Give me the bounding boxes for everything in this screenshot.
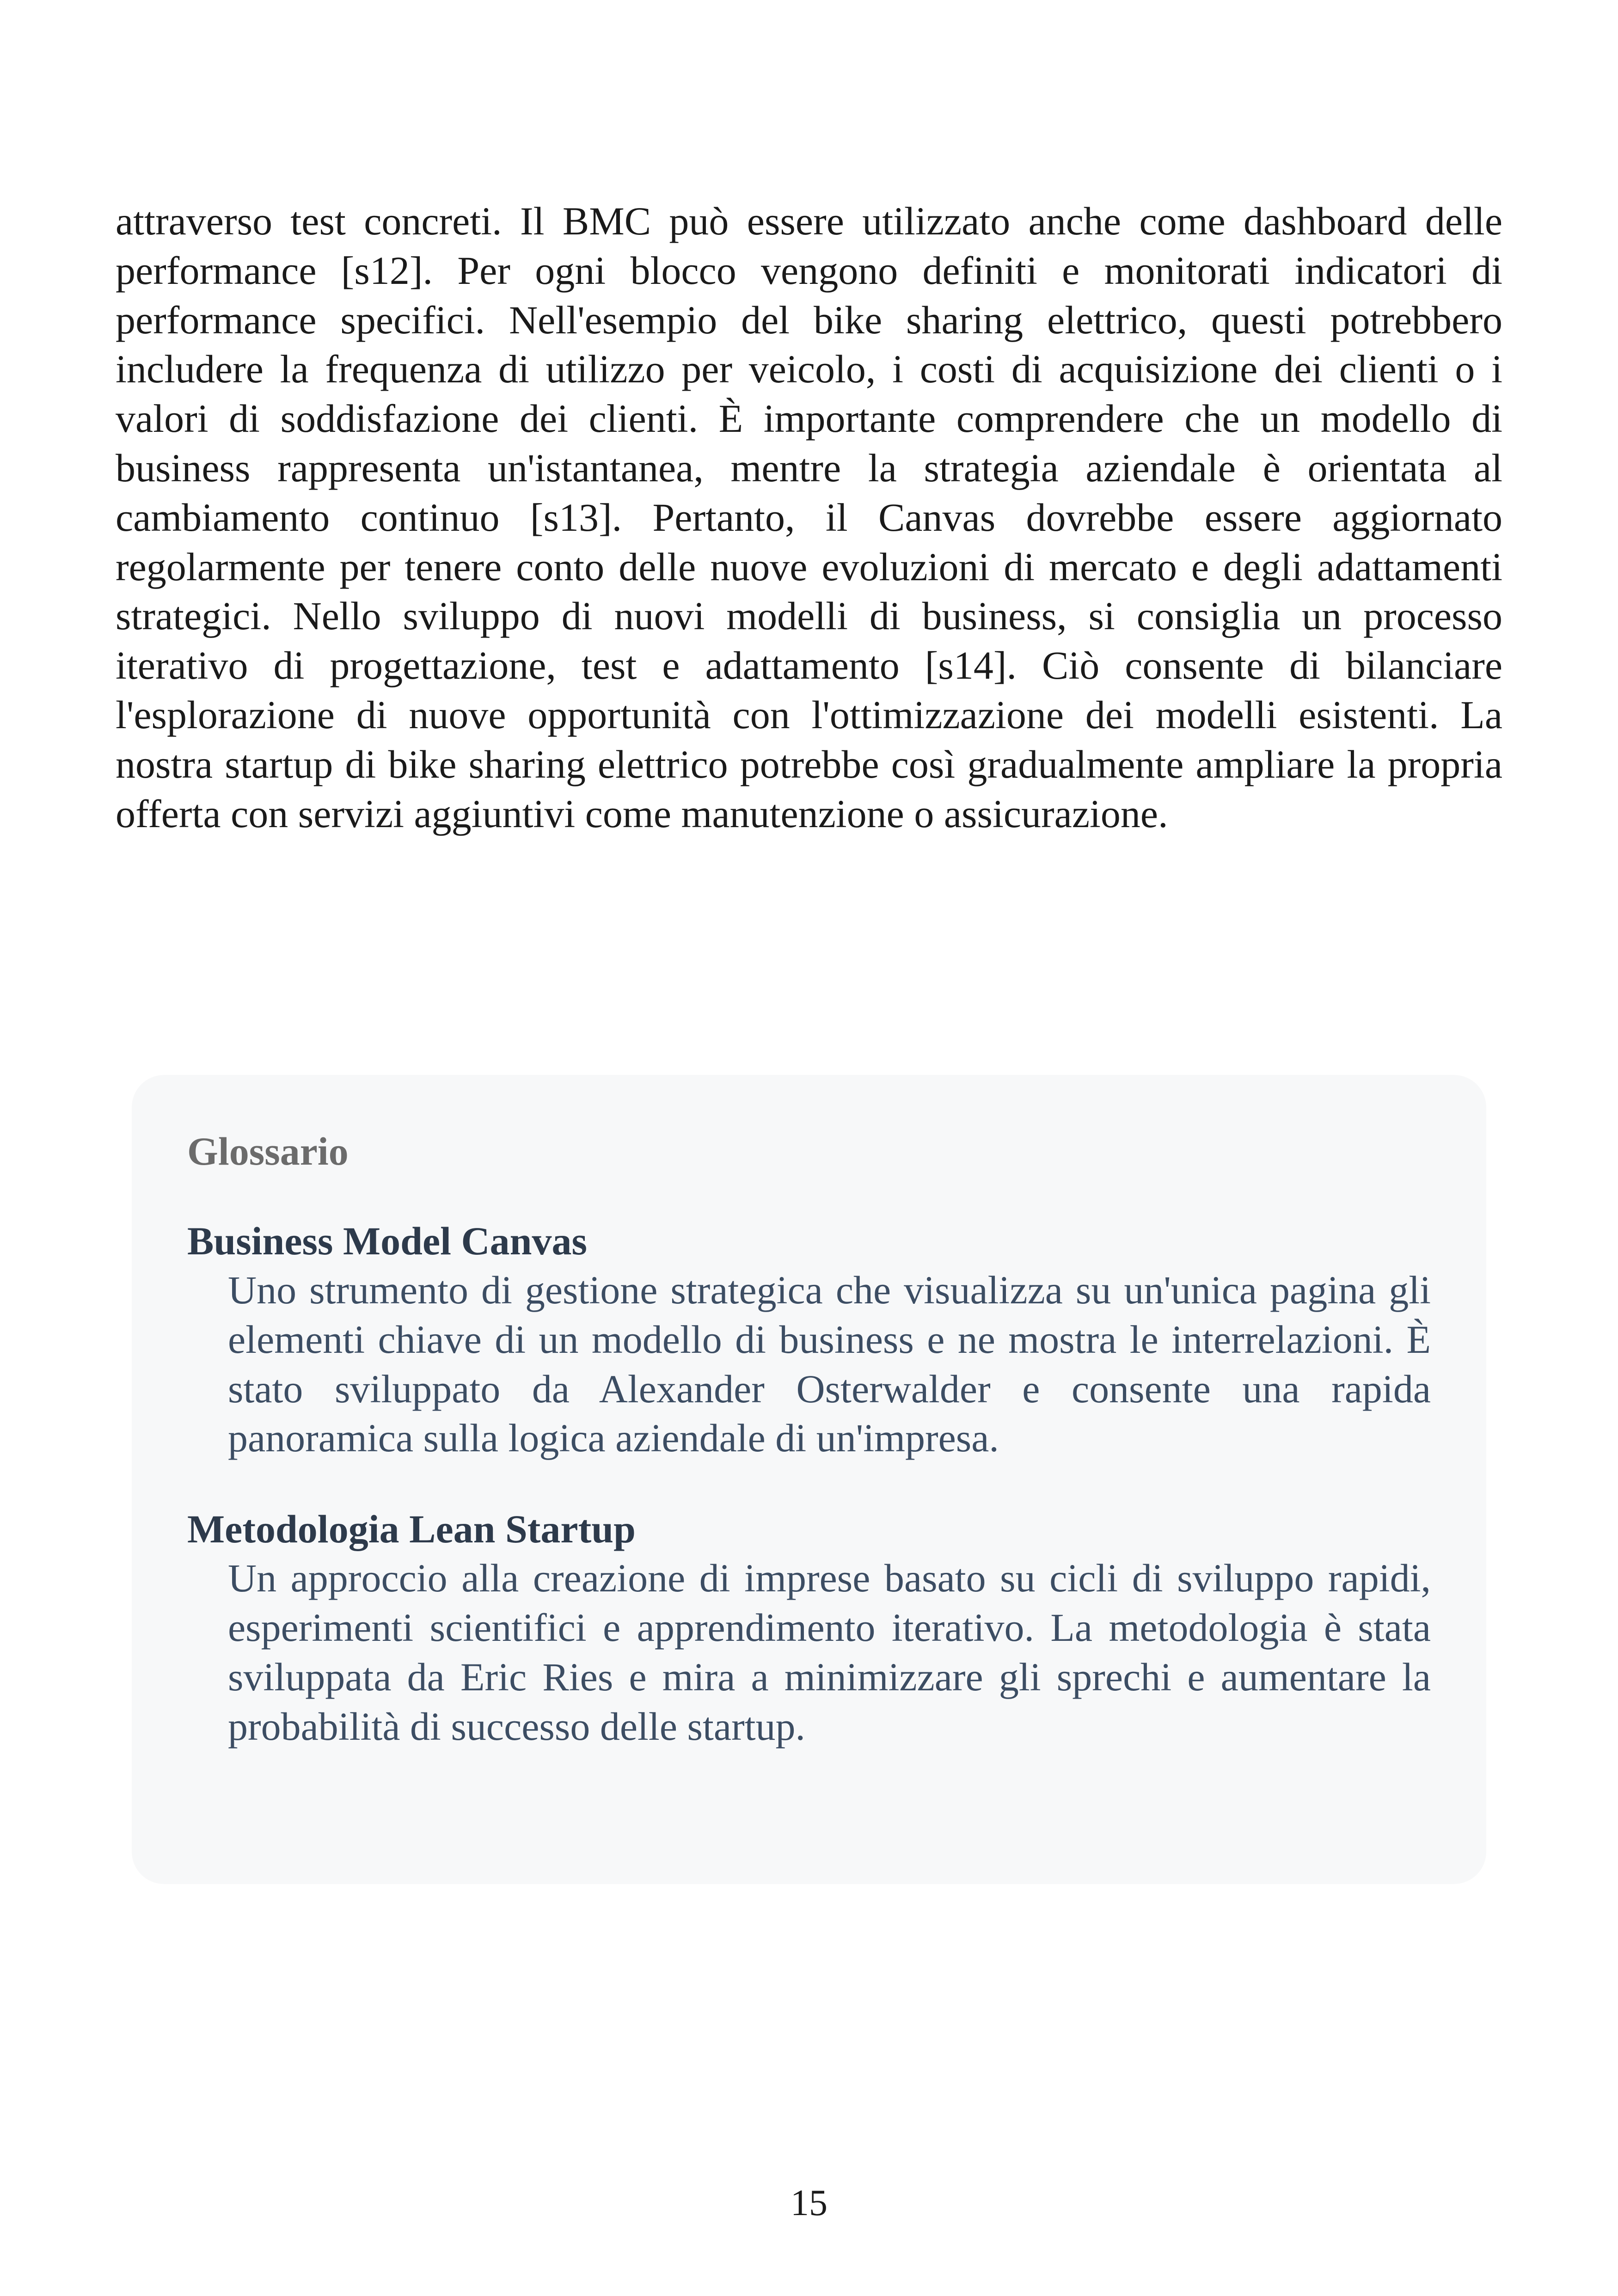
glossary-term: Metodologia Lean Startup	[187, 1507, 636, 1552]
glossary-definition: Un approccio alla creazione di imprese basato su cicli di sviluppo rapidi, esperimenti scientifici e apprendimento iterativo. La metodologia è stata sviluppata da Eric Ries e mira a minimizzare gli sprechi e aumentare la probabilità di successo delle startup.	[228, 1556, 1431, 1749]
page-number: 15	[791, 2183, 827, 2223]
glossary-box	[132, 1075, 1486, 1884]
body-paragraph: attraverso test concreti. Il BMC può essere utilizzato anche come dashboard delle performance [s12]. Per ogni blocco vengono definiti e monitorati indicatori di performance specifici. Nell'esempio del bike sharing elettrico, questi potrebbero includere la frequenza di utilizzo per veicolo, i costi di acquisizione dei clienti o i valori di soddisfazione dei clienti. È importante comprendere che un modello di business rappresenta un'istantanea, mentre la strategia aziendale è orientata al cambiamento continuo [s13]. Pertanto, il Canvas dovrebbe essere aggiornato regolarmente per tenere conto delle nuove evoluzioni di mercato e degli adattamenti strategici. Nello sviluppo di nuovi modelli di business, si consiglia un processo iterativo di progettazione, test e adattamento [s14]. Ciò consente di bilanciare l'esplorazione di nuove opportunità con l'ottimizzazione dei modelli esistenti. La nostra startup di bike sharing elettrico potrebbe così gradualmente ampliare la propria offerta con servizi aggiuntivi come manutenzione o assicurazione.	[116, 199, 1502, 836]
glossary-entry-lean-startup	[187, 1504, 1431, 1751]
glossary-title: Glossario	[187, 1129, 349, 1173]
glossary-term: Business Model Canvas	[187, 1219, 587, 1263]
glossary-entry-business-model-canvas	[187, 1216, 1431, 1463]
glossary-definition: Uno strumento di gestione strategica che visualizza su un'unica pagina gli elementi chiave di un modello di business e ne mostra le interrelazioni. È stato sviluppato da Alexander Osterwalder e consente una rapida panoramica sulla logica aziendale di un'impresa.	[228, 1268, 1431, 1461]
